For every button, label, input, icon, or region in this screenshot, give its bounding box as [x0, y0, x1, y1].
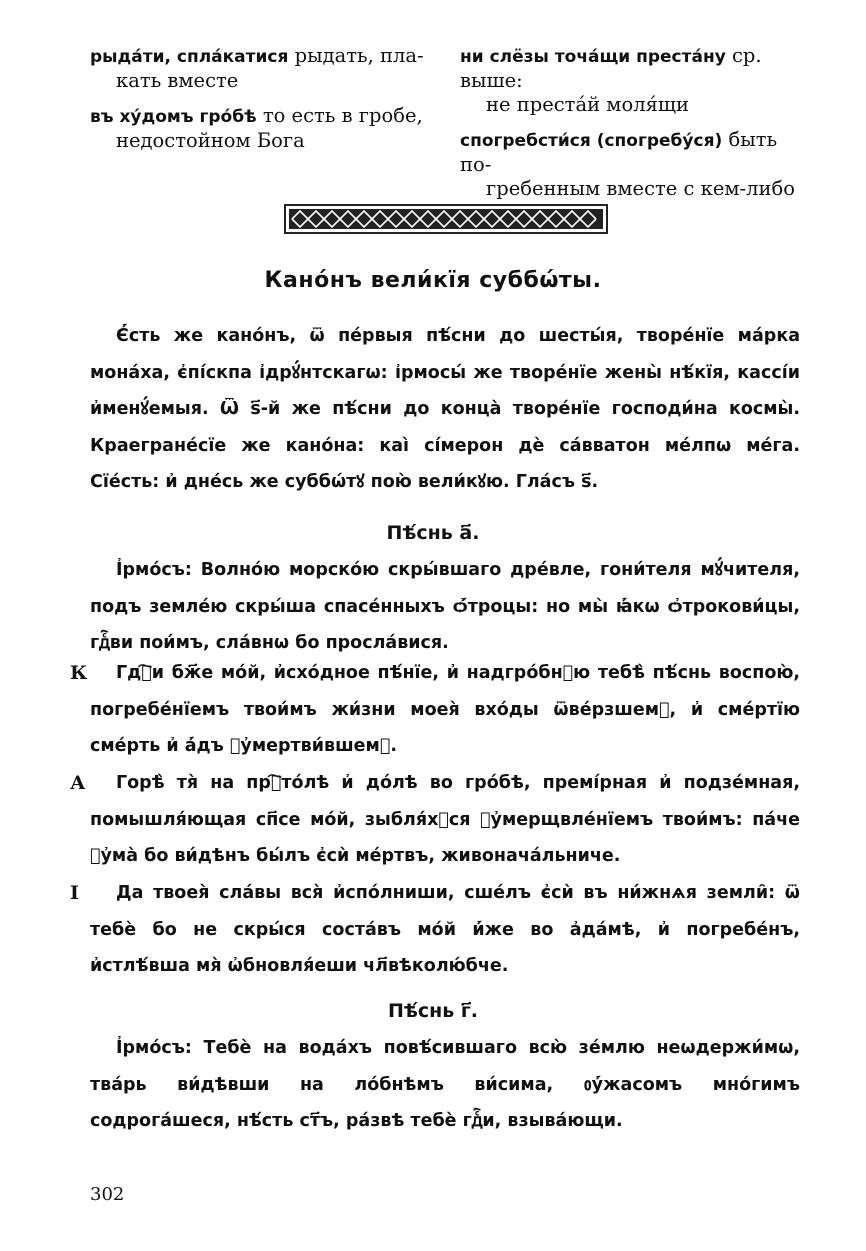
- troparion: Да твоея̀ сла́вы вся̀ и҆спо́лниши, сше́лъ є҆сѝ въ ни́жнѧя земли̑: ѿ тебѐ бо не скры́ся соста́въ мо́й и҆́же во а҆да́мѣ, и҆ погребе́нъ, и҆стлѣ́вша мя̀ ѡ҆бновля́еши чл҃вѣколю́бче.: [90, 883, 800, 976]
- ode-1-title: Пѣ́снь а҃.: [386, 522, 480, 544]
- glossary-entry: [460, 128, 805, 201]
- glossary-definition: ср. выше:: [460, 44, 762, 92]
- acrostic-letter: І: [70, 882, 79, 904]
- glossary-definition: рыдать, пла-: [294, 44, 424, 67]
- glossary-entry: [460, 44, 805, 117]
- intro-paragraph: Є҆́сть же кано́нъ, ѿ пе́рвыя пѣ́сни до шесты́я, творе́нїе ма́рка мона́ха, є҆пі́скпа і҆дрꙋ́нтскагѡ: і҆рмосы́ же творе́нїе жены̀ нѣ́кїя, кассі́и и҆менꙋ́емыя. Ѿ ѕ҃-й же пѣ́сни до конца̀ творе́нїе господи́на космы̀. Краегране́сїе же кано́на: каі̀ сі́мерон дѐ са́вватон ме́лпѡ ме́га. Сїе́сть: и҆ дне́сь же суббѡ́тꙋ пою̀ вели́кꙋю. Гла́съ ѕ҃.: [90, 326, 800, 492]
- glossary-definition-cont: не преста́й моля́щи: [486, 93, 690, 116]
- ode-3-irmos: І҆рмо́съ: Тебѐ на вода́хъ повѣ́сившаго всю̀ зе́млю неѡдержи́мѡ, тва́рь ви́дѣвши на ло́бнѣмъ ви́сима, ᲂу҆́жасомъ мно́гимъ содрога́шеся, нѣ́сть ст҃ъ, ра́звѣ тебѐ гдⷭ҇и, взыва́ющи.: [90, 1038, 800, 1131]
- glossary-entry: [90, 104, 435, 153]
- glossary-term: рыда́ти, спла́катися: [90, 47, 289, 67]
- acrostic-letter: А: [70, 772, 86, 794]
- ornamental-divider: [284, 204, 608, 234]
- glossary-definition-cont: кать вместе: [116, 69, 239, 92]
- glossary-definition: то есть в гробе,: [262, 104, 423, 127]
- glossary-entry: [90, 44, 435, 93]
- glossary-term: спогребсти́ся (спогребу́ся): [460, 131, 723, 151]
- glossary-definition-cont: недостойном Бога: [116, 129, 305, 152]
- glossary-column-left: [90, 44, 435, 164]
- troparion: Гдⷭ҇и бж҃е мо́й, и҆схо́дное пѣ́нїе, и҆ надгро́бнꙋю тебѣ̀ пѣ́снь воспою̀, погребе́нїемъ твои́мъ жи́зни моея̀ вхо́ды ѿве́рзшемꙋ, и҆ сме́ртїю сме́рть и҆ а҆́дъ ᲂу҆мертви́вшемꙋ.: [90, 663, 800, 756]
- glossary-column-right: [460, 44, 805, 212]
- acrostic-letter: К: [70, 662, 88, 684]
- glossary-definition-cont: гребенным вместе с кем-либо: [486, 177, 796, 200]
- troparion: Горѣ̀ тя̀ на прⷭ҇то́лѣ и҆ до́лѣ во гро́бѣ, премі́рная и҆ подзе́мная, помышля́ющая сп҃се мо́й, зыбля́хꙋся ᲂу҆мерщвле́нїемъ твои́мъ: па́че ᲂу҆ма̀ бо ви́дѣнъ бы́лъ є҆сѝ ме́ртвъ, живонача́льниче.: [90, 773, 800, 866]
- page-number: 302: [90, 1184, 125, 1205]
- ode-1-irmos: І҆рмо́съ: Волно́ю морско́ю скры́вшаго дре́вле, гони́теля мꙋ́чителя, подъ земле́ю скры́ша спасе́нныхъ ѻ҆́троцы: но мы̀ ꙗ҆́кѡ ѻ҆трокови́цы, гдⷭ҇ви пои́мъ, сла́внѡ бо просла́вися.: [90, 560, 800, 653]
- glossary-definition: быть по-: [460, 128, 778, 176]
- glossary-term: въ ху́домъ гро́бѣ: [90, 107, 257, 127]
- canon-title: Кано́нъ вели́кїя суббѡ́ты.: [264, 268, 602, 293]
- glossary: [0, 44, 866, 200]
- glossary-term: ни слёзы точа́щи преста́ну: [460, 47, 726, 67]
- ode-3-title: Пѣ́снь г҃.: [387, 1000, 479, 1022]
